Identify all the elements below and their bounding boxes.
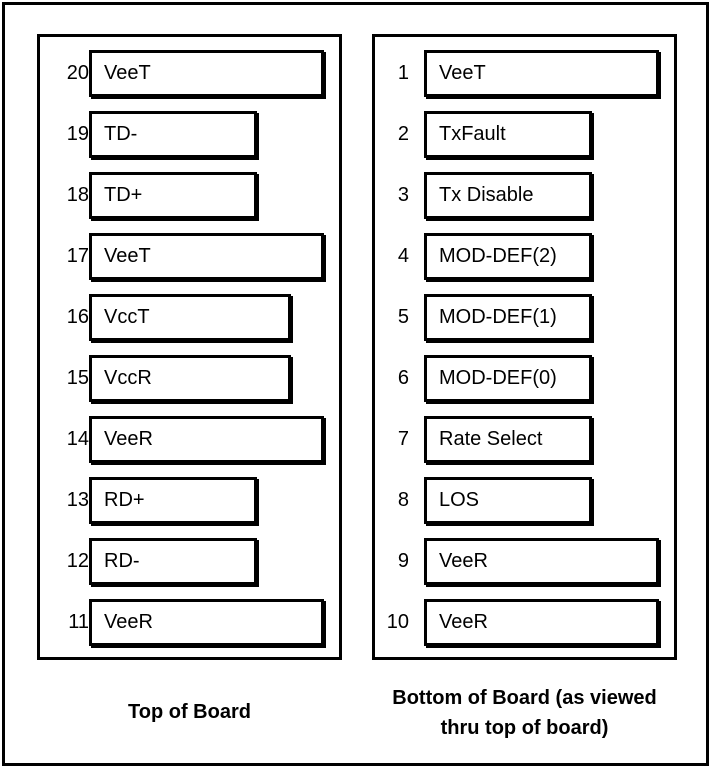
pin-number: 4 bbox=[397, 245, 409, 267]
pin-label-box: MOD-DEF(0) bbox=[424, 355, 592, 402]
pin-number: 13 bbox=[66, 489, 89, 511]
pin-label-box: VeeT bbox=[89, 233, 324, 280]
pin-label-box: VccR bbox=[89, 355, 291, 402]
pin-label-box: MOD-DEF(2) bbox=[424, 233, 592, 280]
pin-label-box: VeeT bbox=[89, 50, 324, 97]
pin-label-box: Rate Select bbox=[424, 416, 592, 463]
pin-label-box: LOS bbox=[424, 477, 592, 524]
pin-number: 15 bbox=[66, 367, 89, 389]
pin-number: 16 bbox=[66, 306, 89, 328]
pin-label-box: RD+ bbox=[89, 477, 257, 524]
pin-number: 11 bbox=[68, 611, 89, 633]
pin-number: 3 bbox=[397, 184, 409, 206]
pin-label-box: RD- bbox=[89, 538, 257, 585]
pin-label-box: VeeR bbox=[89, 599, 324, 646]
pin-label-box: TD+ bbox=[89, 172, 257, 219]
pin-label-box: VccT bbox=[89, 294, 291, 341]
pin-number: 6 bbox=[397, 367, 409, 389]
pin-label-box: TxFault bbox=[424, 111, 592, 158]
caption-line-1: Bottom of Board (as viewed bbox=[392, 687, 657, 709]
pin-number: 17 bbox=[66, 245, 89, 267]
pin-label-box: VeeR bbox=[424, 538, 659, 585]
bottom-of-board-panel bbox=[372, 34, 677, 660]
pin-number: 18 bbox=[66, 184, 89, 206]
pin-number: 1 bbox=[397, 62, 409, 84]
pin-number: 10 bbox=[386, 611, 409, 633]
pin-label-box: Tx Disable bbox=[424, 172, 592, 219]
top-of-board-caption: Top of Board bbox=[128, 701, 251, 723]
pin-number: 2 bbox=[397, 123, 409, 145]
pin-label-box: TD- bbox=[89, 111, 257, 158]
bottom-of-board-caption bbox=[362, 683, 687, 743]
pin-number: 19 bbox=[66, 123, 89, 145]
pin-number: 9 bbox=[397, 550, 409, 572]
pin-number: 14 bbox=[66, 428, 89, 450]
caption-line-2: thru top of board) bbox=[440, 717, 609, 739]
pin-number: 7 bbox=[397, 428, 409, 450]
pin-label-box: VeeR bbox=[89, 416, 324, 463]
top-of-board-panel bbox=[37, 34, 342, 660]
pin-label-box: VeeT bbox=[424, 50, 659, 97]
pin-number: 5 bbox=[397, 306, 409, 328]
pin-number: 8 bbox=[397, 489, 409, 511]
pin-number: 20 bbox=[66, 62, 89, 84]
pin-label-box: MOD-DEF(1) bbox=[424, 294, 592, 341]
pin-label-box: VeeR bbox=[424, 599, 659, 646]
pin-number: 12 bbox=[66, 550, 89, 572]
